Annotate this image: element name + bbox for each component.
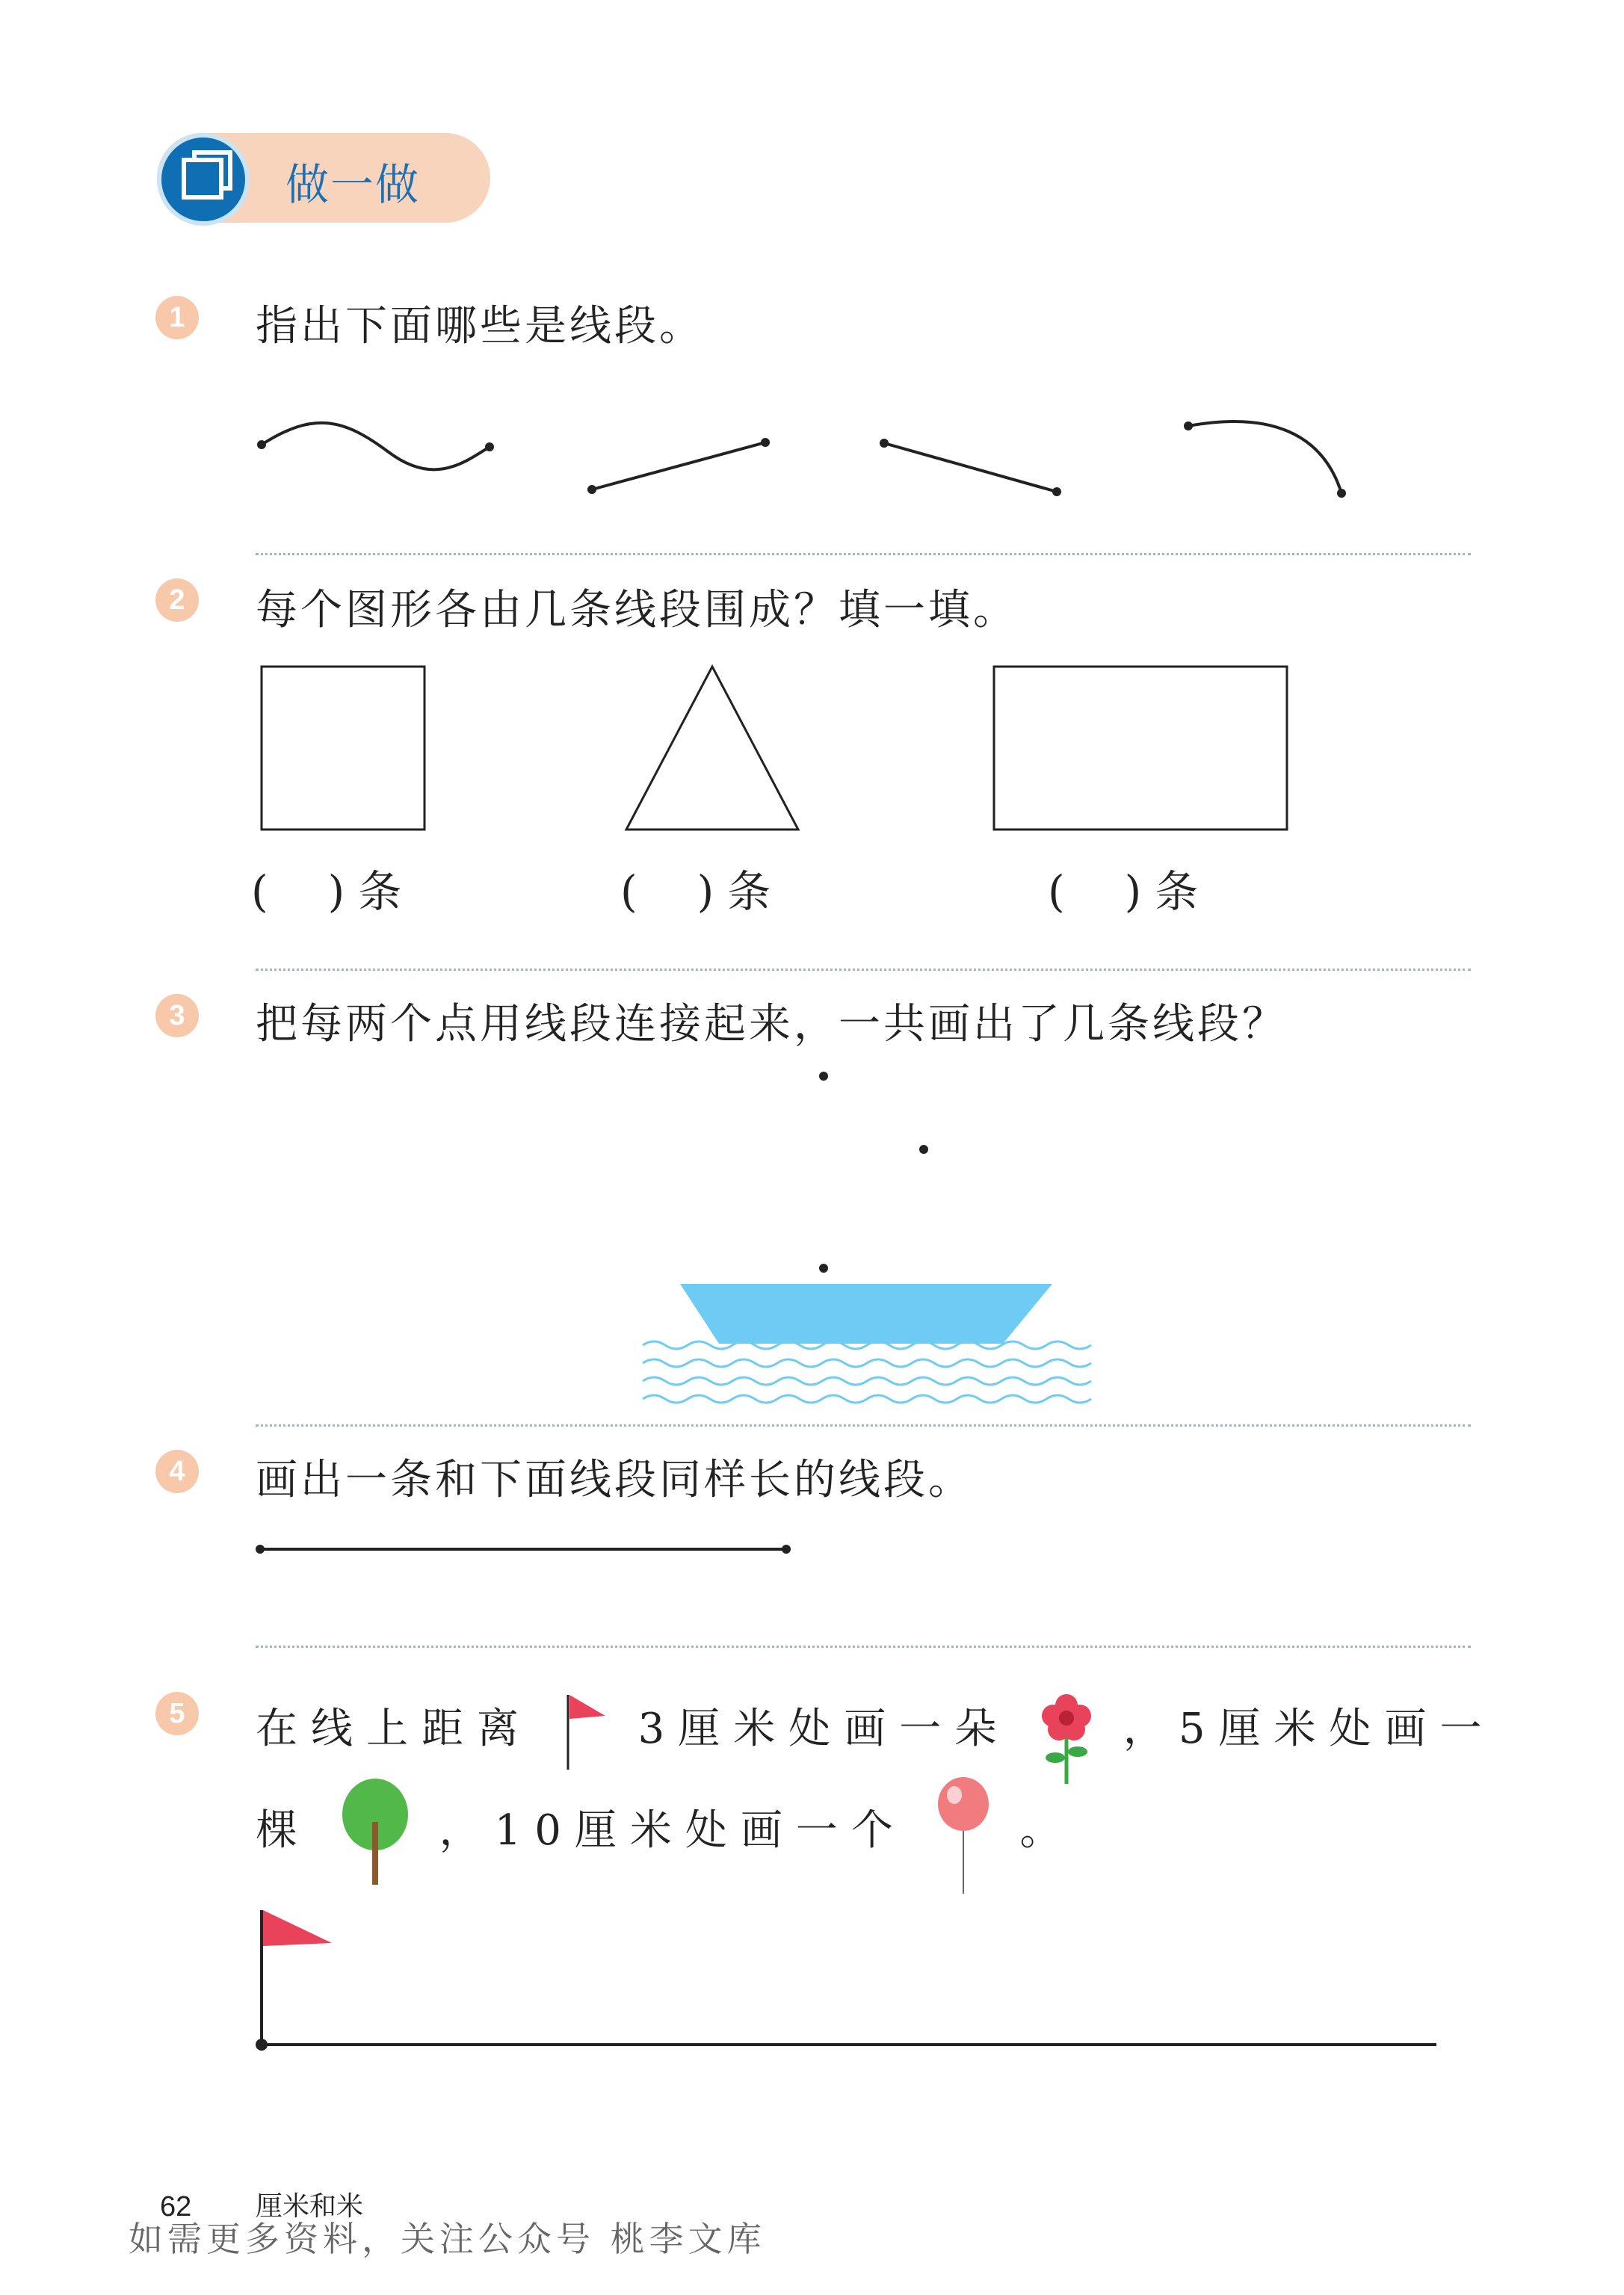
answer-blank[interactable]	[251, 856, 401, 919]
divider	[256, 969, 1471, 971]
q1-figures	[0, 411, 1420, 501]
question-text: 每个图形各由几条线段围成？填一填。	[256, 586, 1018, 634]
close-paren: )	[1124, 866, 1142, 917]
segment-a	[592, 442, 765, 489]
question-text: 棵 ，10厘米处画一个 。	[256, 1777, 1075, 1897]
section-badge	[157, 133, 250, 226]
unit-label: 条	[727, 866, 771, 917]
balloon-icon	[933, 1777, 993, 1897]
point	[819, 1264, 828, 1273]
divider	[256, 1646, 1471, 1648]
unit-label: 条	[358, 866, 402, 917]
segment-b	[884, 443, 1057, 492]
point	[819, 1072, 828, 1081]
question-number: 2	[155, 578, 199, 622]
start-flag	[263, 1910, 332, 1946]
shape-icon	[161, 138, 245, 221]
water-waves	[643, 1341, 1091, 1403]
q3-figure	[0, 1046, 1495, 1405]
divider	[256, 553, 1471, 555]
q2-figures	[0, 658, 1495, 837]
close-paren: )	[697, 866, 714, 917]
open-paren: (	[1048, 866, 1065, 917]
square-shape	[262, 667, 424, 830]
question-number: 4	[155, 1450, 199, 1493]
divider	[256, 1424, 1471, 1427]
wavy-curve	[262, 423, 490, 470]
question-number: 3	[155, 994, 199, 1037]
tree-icon	[338, 1777, 413, 1889]
answer-blank[interactable]	[620, 856, 771, 919]
point	[919, 1145, 928, 1154]
open-paren: (	[620, 866, 637, 917]
question-text: 把每两个点用线段连接起来，一共画出了几条线段？	[256, 1000, 1287, 1048]
section-title: 做一做	[285, 159, 421, 210]
chapter-title: 厘米和米	[256, 2191, 364, 2222]
question-number: 5	[155, 1692, 199, 1735]
q4-segment	[0, 1536, 1495, 1566]
unit-label: 条	[1155, 866, 1199, 917]
open-paren: (	[251, 866, 268, 917]
arc-curve	[1188, 421, 1342, 493]
triangle-shape	[626, 667, 798, 830]
rectangle-shape	[994, 667, 1287, 830]
answer-blank[interactable]	[1048, 856, 1198, 919]
flower-icon	[1037, 1690, 1096, 1788]
question-number: 1	[155, 296, 199, 339]
flag-icon	[559, 1690, 611, 1780]
question-text: 在线上距离 3厘米处画一朵 ，5厘米处画一	[256, 1690, 1495, 1788]
page-number: 62	[160, 2191, 192, 2223]
q5-ruler-line	[0, 1898, 1495, 2070]
boat-hull	[680, 1284, 1052, 1344]
question-text: 画出一条和下面线段同样长的线段。	[256, 1456, 973, 1504]
question-text: 指出下面哪些是线段。	[256, 302, 704, 350]
close-paren: )	[327, 866, 345, 917]
watermark-text: 如需更多资料，关注公众号 桃李文库	[129, 2219, 766, 2259]
